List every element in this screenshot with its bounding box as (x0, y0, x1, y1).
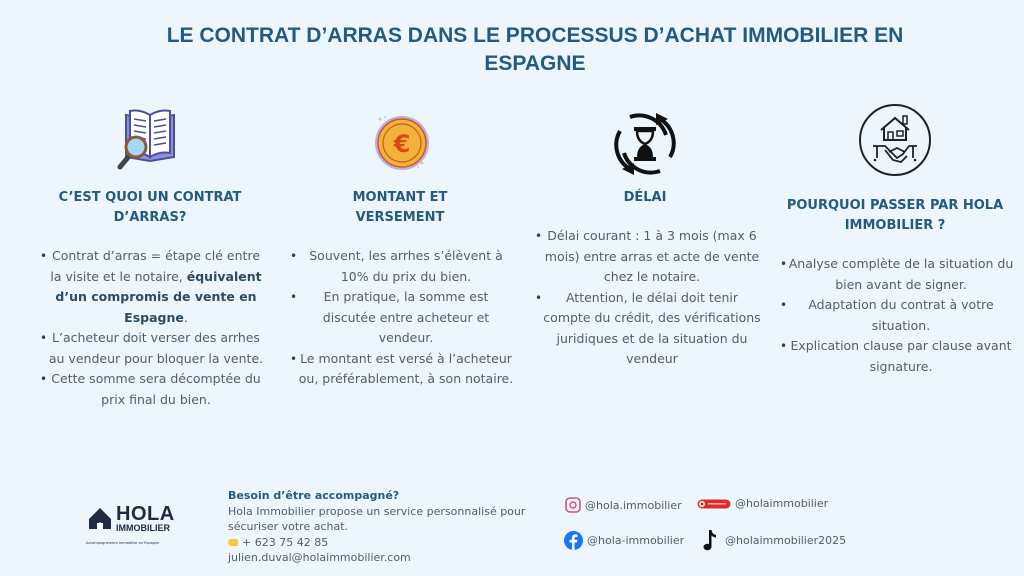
column-pourquoi-hola (770, 100, 1020, 377)
list-item: • Délai courant : 1 à 3 mois (max 6 mois) entre arras et acte de vente chez le notaire. (541, 226, 763, 288)
list-item: • Souvent, les arrhes s’élèvent à 10% du prix du bien. (296, 246, 516, 287)
logo-tagline: Accompagnement Immobilier en Espagne (86, 541, 160, 545)
bullet-list (30, 246, 270, 410)
pointing-hand-icon (228, 539, 238, 546)
contact-line-2: sécuriser votre achat. (228, 520, 349, 533)
social-tiktok[interactable]: @holaimmobilier2025 (703, 529, 846, 551)
youtube-subscribe-icon (697, 499, 731, 509)
title-line-1: LE CONTRAT D’ARRAS DANS LE PROCESSUS D’ACHAT IMMOBILIER EN (166, 24, 904, 47)
contact-phone[interactable]: + 623 75 42 85 (242, 535, 329, 549)
social-youtube[interactable]: @holaimmobilier (697, 497, 828, 510)
list-item: • Attention, le délai doit tenir compte du crédit, des vérifications juridiques et de la situation du vendeur (541, 288, 763, 370)
list-item: • Cette somme sera décomptée du prix final du bien. (46, 369, 266, 410)
contact-block (228, 488, 525, 566)
title-line-2: ESPAGNE (484, 52, 586, 75)
bullet-list (770, 254, 1020, 377)
social-facebook[interactable]: @hola-immobilier (564, 531, 684, 550)
contact-title: Besoin d’être accompagné? (228, 489, 400, 502)
euro-coin-icon (280, 100, 520, 180)
column-contrat-arras (30, 100, 270, 410)
instagram-icon (565, 497, 581, 513)
column-montant-versement (280, 100, 520, 390)
hola-logo (86, 503, 175, 545)
house-logo-icon (88, 505, 112, 533)
list-item: • Adaptation du contrat à votre situation. (786, 295, 1016, 336)
list-item: • Contrat d’arras = étape clé entre la visite et le notaire, équivalent d’un compromis de vente en Espagne. (46, 246, 266, 328)
tiktok-note-icon (703, 529, 717, 551)
social-instagram[interactable]: @hola.immobilier (565, 497, 682, 513)
list-item: • Le montant est versé à l’acheteur ou, préférablement, à son notaire. (296, 349, 516, 390)
house-handshake-icon (770, 100, 1020, 180)
list-item: • L’acheteur doit verser des arrhes au vendeur pour bloquer la vente. (46, 328, 266, 369)
heading-contrat-arras: C’EST QUOI UN CONTRAT D’ARRAS? (58, 190, 242, 225)
column-delai (525, 100, 765, 370)
list-item: • En pratique, la somme est discutée entre acheteur et vendeur. (296, 287, 516, 349)
book-magnifier-icon (30, 100, 270, 180)
heading-montant-versement: MONTANT ET VERSEMENT (352, 190, 448, 225)
logo-sub: IMMOBILIER (116, 523, 170, 533)
facebook-icon (564, 531, 583, 550)
logo-name: HOLA (116, 503, 175, 525)
list-item: • Explication clause par clause avant signature. (786, 336, 1016, 377)
hourglass-cycle-icon (525, 100, 765, 188)
contact-line-1: Hola Immobilier propose un service personnalisé pour (228, 504, 526, 518)
bullet-list (525, 226, 765, 370)
heading-pourquoi-hola: POURQUOI PASSER PAR HOLA IMMOBILIER ? (786, 198, 1004, 233)
contact-email[interactable]: julien.duval@holaimmobilier.com (228, 551, 411, 564)
contact-phone-row (228, 535, 525, 551)
list-item: • Analyse complète de la situation du bien avant de signer. (786, 254, 1016, 295)
bullet-list (280, 246, 520, 390)
page-title (120, 22, 950, 78)
heading-delai: DÉLAI (623, 190, 667, 205)
svg-text:€: € (393, 130, 411, 158)
